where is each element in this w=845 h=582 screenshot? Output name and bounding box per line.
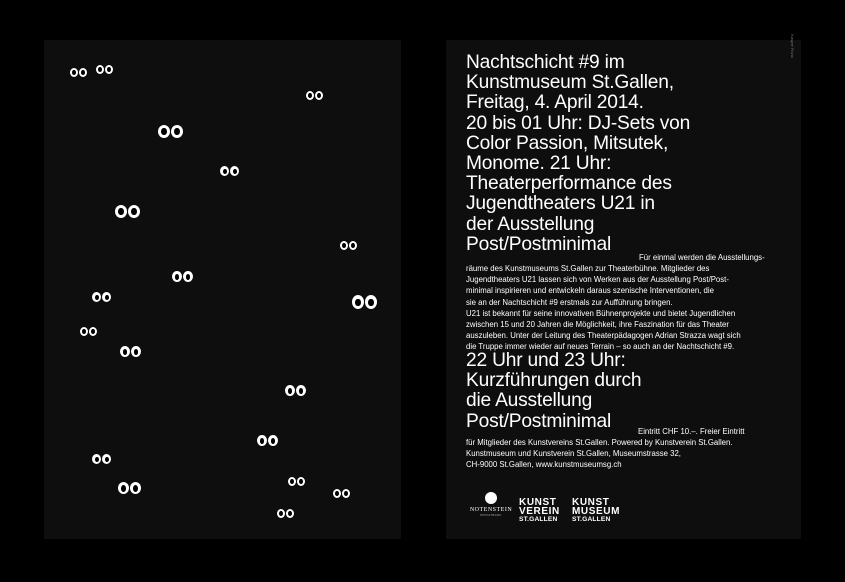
eye-icon <box>102 292 111 302</box>
eye-icon <box>131 346 141 357</box>
body-line: sie an der Nachtschicht #9 erstmals zur Aufführung bringen. <box>466 297 673 307</box>
photo-credit: Kasper Florio <box>790 34 795 58</box>
eye-icon <box>349 241 357 250</box>
eye-icon <box>89 327 97 336</box>
eyes-icon <box>285 385 306 396</box>
kunstmuseum-logo: KUNST MUSEUM ST.GALLEN <box>572 497 621 523</box>
eye-icon <box>315 91 323 100</box>
eyes-icon <box>220 166 239 176</box>
body-admission <box>466 437 733 471</box>
headline-line: Post/Postminimal <box>466 233 612 255</box>
body-line: U21 ist bekannt für seine innovativen Bühnenprojekte und bietet Jugendlichen <box>466 308 736 318</box>
eye-icon <box>277 509 285 518</box>
headline-line: Nachtschicht #9 im <box>466 52 625 73</box>
headline-line: die Ausstellung <box>466 390 593 412</box>
eye-icon <box>306 91 314 100</box>
kunstverein-logo: KUNST VEREIN ST.GALLEN <box>519 497 560 523</box>
eyes-icon <box>118 482 141 494</box>
eye-icon <box>96 65 104 74</box>
flyer-front <box>44 40 401 539</box>
eye-icon <box>288 477 296 486</box>
eye-icon <box>79 68 87 77</box>
headline-line: Monome. 21 Uhr: <box>466 153 612 175</box>
eyes-icon <box>340 241 357 250</box>
eyes-icon <box>92 292 111 302</box>
body-line: räume des Kunstmuseums St.Gallen zur Theaterbühne. Mitglieder des <box>466 264 710 273</box>
eye-icon <box>352 295 364 309</box>
headline-line: Post/Postminimal <box>466 410 612 432</box>
eyes-icon <box>257 435 278 446</box>
headline-line: Jugendtheaters U21 in <box>466 193 655 215</box>
eye-icon <box>342 489 350 498</box>
headline-line: 22 Uhr und 23 Uhr: <box>466 350 626 371</box>
headline-line: der Ausstellung <box>466 213 595 235</box>
body-intro-first-line: Für einmal werden die Ausstellungs- <box>639 253 765 262</box>
eye-icon <box>183 271 193 282</box>
eye-icon <box>365 295 377 309</box>
eye-icon <box>286 509 294 518</box>
notenstein-emblem-icon <box>485 492 497 504</box>
eyes-icon <box>158 125 183 138</box>
body-line: CH-9000 St.Gallen, www.kunstmuseumsg.ch <box>466 460 622 470</box>
eyes-icon <box>277 509 294 518</box>
eye-icon <box>102 454 111 464</box>
body-admission-first-line: Eintritt CHF 10.–. Freier Eintritt <box>638 427 745 436</box>
headline-line: Kunstmuseum St.Gallen, <box>466 72 674 94</box>
eyes-icon <box>333 489 350 498</box>
eye-icon <box>120 346 130 357</box>
notenstein-logo: NOTENSTEIN PRIVATBANK <box>468 492 514 517</box>
eye-icon <box>172 271 182 282</box>
body-line: zwischen 15 und 20 Jahren die Möglichkeit, ihre Faszination für das Theater <box>466 320 729 330</box>
eyes-icon <box>96 65 113 74</box>
eyes-icon <box>80 327 97 336</box>
eye-icon <box>340 241 348 250</box>
eye-icon <box>130 482 141 494</box>
eye-icon <box>220 166 229 176</box>
body-line: Kunstmuseum und Kunstverein St.Gallen, Museumstrasse 32, <box>466 449 681 459</box>
eyes-icon <box>92 454 111 464</box>
body-intro <box>466 263 741 353</box>
eyes-icon <box>288 477 305 486</box>
eyes-icon <box>115 205 140 218</box>
eye-icon <box>118 482 129 494</box>
body-line: für Mitglieder des Kunstvereins St.Gallen. Powered by Kunstverein St.Gallen. <box>466 438 733 447</box>
flyer-back <box>446 34 801 539</box>
headline-line: Freitag, 4. April 2014. <box>466 92 644 114</box>
eye-icon <box>171 125 183 138</box>
eye-icon <box>92 454 101 464</box>
body-line: die Truppe immer wieder auf neues Terrain – so auch an der Nachtschicht #9. <box>466 342 735 352</box>
headline-line: Color Passion, Mitsutek, <box>466 132 669 154</box>
headline-line: Theaterperformance des <box>466 173 672 195</box>
eye-icon <box>92 292 101 302</box>
headline-line: Kurzführungen durch <box>466 370 642 392</box>
eye-icon <box>297 477 305 486</box>
eye-icon <box>257 435 267 446</box>
eye-icon <box>296 385 306 396</box>
eyes-icon <box>352 295 377 309</box>
headline-event <box>466 53 690 255</box>
eye-icon <box>128 205 140 218</box>
eye-icon <box>70 68 78 77</box>
body-line: Jugendtheaters U21 lassen sich von Werken aus der Ausstellung Post/Post- <box>466 275 729 285</box>
eye-icon <box>158 125 170 138</box>
eye-icon <box>80 327 88 336</box>
eye-icon <box>285 385 295 396</box>
eyes-icon <box>120 346 141 357</box>
eyes-icon <box>306 91 323 100</box>
eye-icon <box>105 65 113 74</box>
eye-icon <box>268 435 278 446</box>
headline-tours <box>466 351 641 432</box>
body-line: minimal inspirieren und entwickeln daraus szenische Interventionen, die <box>466 286 714 296</box>
eye-icon <box>333 489 341 498</box>
headline-line: 20 bis 01 Uhr: DJ-Sets von <box>466 112 691 134</box>
eyes-icon <box>172 271 193 282</box>
eye-icon <box>230 166 239 176</box>
eye-icon <box>115 205 127 218</box>
body-line: auszuleben. Unter der Leitung des Theaterpädagogen Adrian Strazza wagt sich <box>466 331 741 341</box>
eyes-icon <box>70 68 87 77</box>
